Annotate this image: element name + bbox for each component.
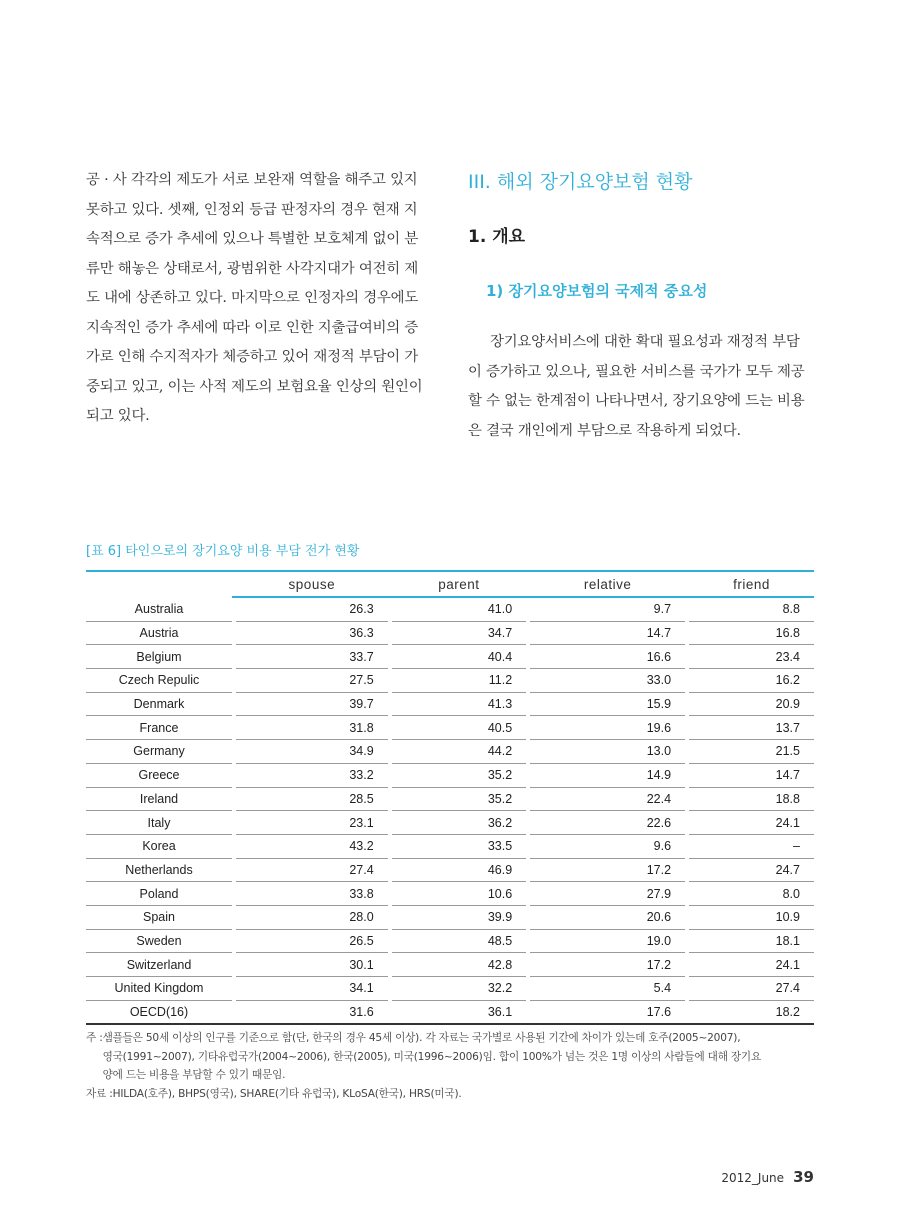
country-cell: Australia bbox=[86, 597, 232, 621]
value-cell-friend: 27.4 bbox=[689, 977, 814, 1001]
table-header-row bbox=[86, 571, 814, 597]
value-cell-relative: 13.0 bbox=[530, 740, 685, 764]
source-row bbox=[86, 1085, 816, 1104]
header-parent: parent bbox=[392, 571, 527, 597]
value-cell-friend: 8.8 bbox=[689, 597, 814, 621]
value-cell-friend: 16.2 bbox=[689, 669, 814, 693]
value-cell-parent: 36.1 bbox=[392, 1000, 527, 1024]
issue-date: 2012_June bbox=[721, 1171, 785, 1185]
paragraph-line: 못하고 있다. 셋째, 인정외 등급 판정자의 경우 현재 지 bbox=[86, 201, 418, 218]
paragraph-line: 장기요양서비스에 대한 확대 필요성과 재정적 부담 bbox=[490, 334, 800, 350]
source-label: 자료 : bbox=[86, 1087, 113, 1100]
sub-title: 1. 개요 bbox=[468, 227, 526, 247]
country-cell: Denmark bbox=[86, 692, 232, 716]
value-cell-parent: 44.2 bbox=[392, 740, 527, 764]
paragraph-line: 지속적인 증가 추세에 따라 이로 인한 지출급여비의 증 bbox=[86, 319, 419, 336]
country-cell: United Kingdom bbox=[86, 977, 232, 1001]
value-cell-friend: 13.7 bbox=[689, 716, 814, 740]
table-row bbox=[86, 811, 814, 835]
value-cell-spouse: 33.2 bbox=[236, 763, 388, 787]
paragraph-line: 할 수 없는 한계점이 나타나면서, 장기요양에 드는 비용 bbox=[468, 393, 805, 409]
value-cell-spouse: 33.8 bbox=[236, 882, 388, 906]
paragraph-line: 속적으로 증가 추세에 있으나 특별한 보호체계 없이 분 bbox=[86, 231, 419, 247]
value-cell-friend: 20.9 bbox=[689, 692, 814, 716]
value-cell-relative: 27.9 bbox=[530, 882, 685, 906]
table-row bbox=[86, 977, 814, 1001]
value-cell-relative: 19.0 bbox=[530, 929, 685, 953]
value-cell-parent: 42.8 bbox=[392, 953, 527, 977]
table-row bbox=[86, 763, 814, 787]
value-cell-spouse: 27.5 bbox=[236, 669, 388, 693]
header-spouse: spouse bbox=[236, 571, 388, 597]
value-cell-friend: 14.7 bbox=[689, 763, 814, 787]
value-cell-friend: 10.9 bbox=[689, 905, 814, 929]
value-cell-parent: 41.3 bbox=[392, 692, 527, 716]
value-cell-spouse: 33.7 bbox=[236, 645, 388, 669]
value-cell-relative: 9.7 bbox=[530, 597, 685, 621]
left-column-text bbox=[86, 166, 434, 432]
paragraph-line: 이 증가하고 있으나, 필요한 서비스를 국가가 모두 제공 bbox=[468, 363, 805, 380]
table-row bbox=[86, 597, 814, 621]
value-cell-relative: 17.6 bbox=[530, 1000, 685, 1024]
country-cell: Czech Repulic bbox=[86, 669, 232, 693]
value-cell-friend: 24.1 bbox=[689, 953, 814, 977]
paragraph-line: 류만 해놓은 상태로서, 광범위한 사각지대가 여전히 제 bbox=[86, 260, 419, 277]
value-cell-parent: 39.9 bbox=[392, 905, 527, 929]
table-row bbox=[86, 692, 814, 716]
country-cell: Sweden bbox=[86, 929, 232, 953]
country-cell: Germany bbox=[86, 740, 232, 764]
table-row bbox=[86, 834, 814, 858]
country-cell: OECD(16) bbox=[86, 1000, 232, 1024]
value-cell-parent: 11.2 bbox=[392, 669, 527, 693]
paragraph-line: 공 · 사 각각의 제도가 서로 보완재 역할을 해주고 있지 bbox=[86, 172, 418, 188]
value-cell-spouse: 31.8 bbox=[236, 716, 388, 740]
country-cell: Spain bbox=[86, 905, 232, 929]
paragraph-line: 되고 있다. bbox=[86, 408, 150, 424]
value-cell-relative: 33.0 bbox=[530, 669, 685, 693]
country-cell: Switzerland bbox=[86, 953, 232, 977]
value-cell-relative: 22.6 bbox=[530, 811, 685, 835]
value-cell-spouse: 34.1 bbox=[236, 977, 388, 1001]
value-cell-spouse: 23.1 bbox=[236, 811, 388, 835]
right-column-text bbox=[468, 328, 814, 446]
paragraph-line: 중되고 있고, 이는 사적 제도의 보험요율 인상의 원인이 bbox=[86, 378, 423, 395]
value-cell-parent: 40.4 bbox=[392, 645, 527, 669]
page-footer bbox=[721, 1167, 814, 1186]
page-number: 39 bbox=[793, 1168, 814, 1186]
table-row bbox=[86, 645, 814, 669]
data-table bbox=[86, 570, 814, 1025]
value-cell-parent: 33.5 bbox=[392, 834, 527, 858]
value-cell-friend: 18.1 bbox=[689, 929, 814, 953]
value-cell-spouse: 26.5 bbox=[236, 929, 388, 953]
value-cell-spouse: 36.3 bbox=[236, 621, 388, 645]
value-cell-parent: 48.5 bbox=[392, 929, 527, 953]
country-cell: Korea bbox=[86, 834, 232, 858]
paragraph-line: 가로 인해 수지적자가 체증하고 있어 재정적 부담이 가 bbox=[86, 349, 419, 365]
value-cell-friend: 18.2 bbox=[689, 1000, 814, 1024]
value-cell-friend: 23.4 bbox=[689, 645, 814, 669]
value-cell-parent: 34.7 bbox=[392, 621, 527, 645]
note-line: 영국(1991~2007), 기타유럽국가(2004~2006), 한국(2005), 미국(1996~2006)임. 합이 100%가 넘는 것은 1명 이상의 사람들에 대해 장기요 bbox=[102, 1050, 762, 1063]
value-cell-relative: 17.2 bbox=[530, 953, 685, 977]
header-friend: friend bbox=[689, 571, 814, 597]
note-line: 샘플들은 50세 이상의 인구를 기준으로 함(단, 한국의 경우 45세 이상). 각 자료는 국가별로 사용된 기간에 차이가 있는데 호주(2005~2007), bbox=[102, 1032, 741, 1044]
paragraph-line: 은 결국 개인에게 부담으로 작용하게 되었다. bbox=[468, 422, 741, 439]
table-caption: [표 6] 타인으로의 장기요양 비용 부담 전가 현황 bbox=[86, 544, 360, 559]
value-cell-relative: 5.4 bbox=[530, 977, 685, 1001]
header-blank bbox=[86, 571, 232, 597]
section-title: III. 해외 장기요양보험 현황 bbox=[468, 171, 693, 193]
value-cell-parent: 10.6 bbox=[392, 882, 527, 906]
table-row bbox=[86, 929, 814, 953]
value-cell-parent: 32.2 bbox=[392, 977, 527, 1001]
value-cell-spouse: 39.7 bbox=[236, 692, 388, 716]
table-row bbox=[86, 953, 814, 977]
country-cell: Netherlands bbox=[86, 858, 232, 882]
value-cell-spouse: 26.3 bbox=[236, 597, 388, 621]
value-cell-friend: – bbox=[689, 834, 814, 858]
value-cell-parent: 46.9 bbox=[392, 858, 527, 882]
table-row bbox=[86, 716, 814, 740]
value-cell-parent: 41.0 bbox=[392, 597, 527, 621]
table-body bbox=[86, 597, 814, 1024]
value-cell-friend: 8.0 bbox=[689, 882, 814, 906]
value-cell-spouse: 34.9 bbox=[236, 740, 388, 764]
value-cell-relative: 14.7 bbox=[530, 621, 685, 645]
value-cell-parent: 35.2 bbox=[392, 763, 527, 787]
table-row bbox=[86, 905, 814, 929]
value-cell-relative: 16.6 bbox=[530, 645, 685, 669]
country-cell: Greece bbox=[86, 763, 232, 787]
value-cell-spouse: 43.2 bbox=[236, 834, 388, 858]
value-cell-relative: 17.2 bbox=[530, 858, 685, 882]
paragraph-line: 도 내에 상존하고 있다. 마지막으로 인정자의 경우에도 bbox=[86, 290, 419, 306]
value-cell-parent: 40.5 bbox=[392, 716, 527, 740]
country-cell: Italy bbox=[86, 811, 232, 835]
country-cell: Austria bbox=[86, 621, 232, 645]
table-row bbox=[86, 882, 814, 906]
value-cell-spouse: 27.4 bbox=[236, 858, 388, 882]
value-cell-parent: 36.2 bbox=[392, 811, 527, 835]
table-notes bbox=[86, 1029, 816, 1103]
value-cell-friend: 16.8 bbox=[689, 621, 814, 645]
country-cell: Poland bbox=[86, 882, 232, 906]
table-row bbox=[86, 669, 814, 693]
note-row bbox=[86, 1029, 816, 1085]
value-cell-parent: 35.2 bbox=[392, 787, 527, 811]
table-row bbox=[86, 1000, 814, 1024]
value-cell-relative: 20.6 bbox=[530, 905, 685, 929]
table-row bbox=[86, 740, 814, 764]
value-cell-spouse: 28.5 bbox=[236, 787, 388, 811]
value-cell-relative: 9.6 bbox=[530, 834, 685, 858]
table-row bbox=[86, 787, 814, 811]
value-cell-friend: 24.7 bbox=[689, 858, 814, 882]
value-cell-friend: 21.5 bbox=[689, 740, 814, 764]
country-cell: Ireland bbox=[86, 787, 232, 811]
table-row bbox=[86, 621, 814, 645]
value-cell-friend: 24.1 bbox=[689, 811, 814, 835]
value-cell-relative: 15.9 bbox=[530, 692, 685, 716]
right-column bbox=[468, 166, 814, 446]
value-cell-relative: 14.9 bbox=[530, 763, 685, 787]
note-label: 주 : bbox=[86, 1032, 103, 1044]
value-cell-spouse: 28.0 bbox=[236, 905, 388, 929]
value-cell-friend: 18.8 bbox=[689, 787, 814, 811]
country-cell: France bbox=[86, 716, 232, 740]
value-cell-relative: 19.6 bbox=[530, 716, 685, 740]
note-line: 양에 드는 비용을 부담할 수 있기 때문임. bbox=[102, 1069, 286, 1081]
value-cell-spouse: 31.6 bbox=[236, 1000, 388, 1024]
source-text: HILDA(호주), BHPS(영국), SHARE(기타 유럽국), KLoSA(한국), HRS(미국). bbox=[112, 1087, 462, 1100]
header-relative: relative bbox=[530, 571, 685, 597]
table-row bbox=[86, 858, 814, 882]
subsub-title: 1) 장기요양보험의 국제적 중요성 bbox=[486, 282, 708, 300]
value-cell-spouse: 30.1 bbox=[236, 953, 388, 977]
country-cell: Belgium bbox=[86, 645, 232, 669]
value-cell-relative: 22.4 bbox=[530, 787, 685, 811]
